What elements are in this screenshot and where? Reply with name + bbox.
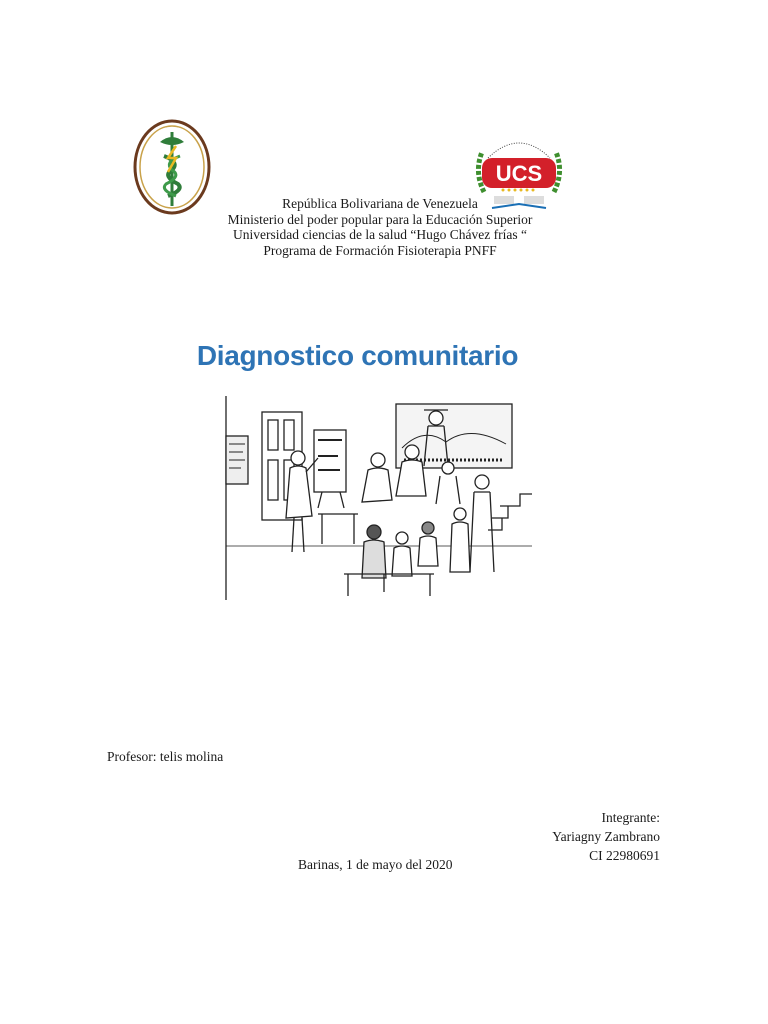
document-title: Diagnostico comunitario (196, 340, 519, 371)
professor-line: Profesor: telis molina (107, 749, 224, 764)
member-label: Integrante: (601, 810, 660, 825)
place-date: Barinas, 1 de mayo del 2020 (298, 857, 453, 872)
member-id: CI 22980691 (589, 848, 660, 863)
header-line-program: Programa de Formación Fisioterapia PNFF (263, 242, 497, 258)
svg-text:UCS: UCS (495, 161, 543, 186)
header-line-republic: República Bolivariana de Venezuela (282, 196, 478, 211)
header-line-ministry: Ministerio del poder popular para la Educación Superior (227, 211, 533, 227)
community-meeting-illustration (224, 396, 532, 600)
institution-header (180, 196, 580, 258)
member-block (552, 808, 660, 865)
header-line-university: Universidad ciencias de la salud “Hugo Chávez frías “ (233, 227, 527, 242)
member-name: Yariagny Zambrano (552, 829, 660, 844)
